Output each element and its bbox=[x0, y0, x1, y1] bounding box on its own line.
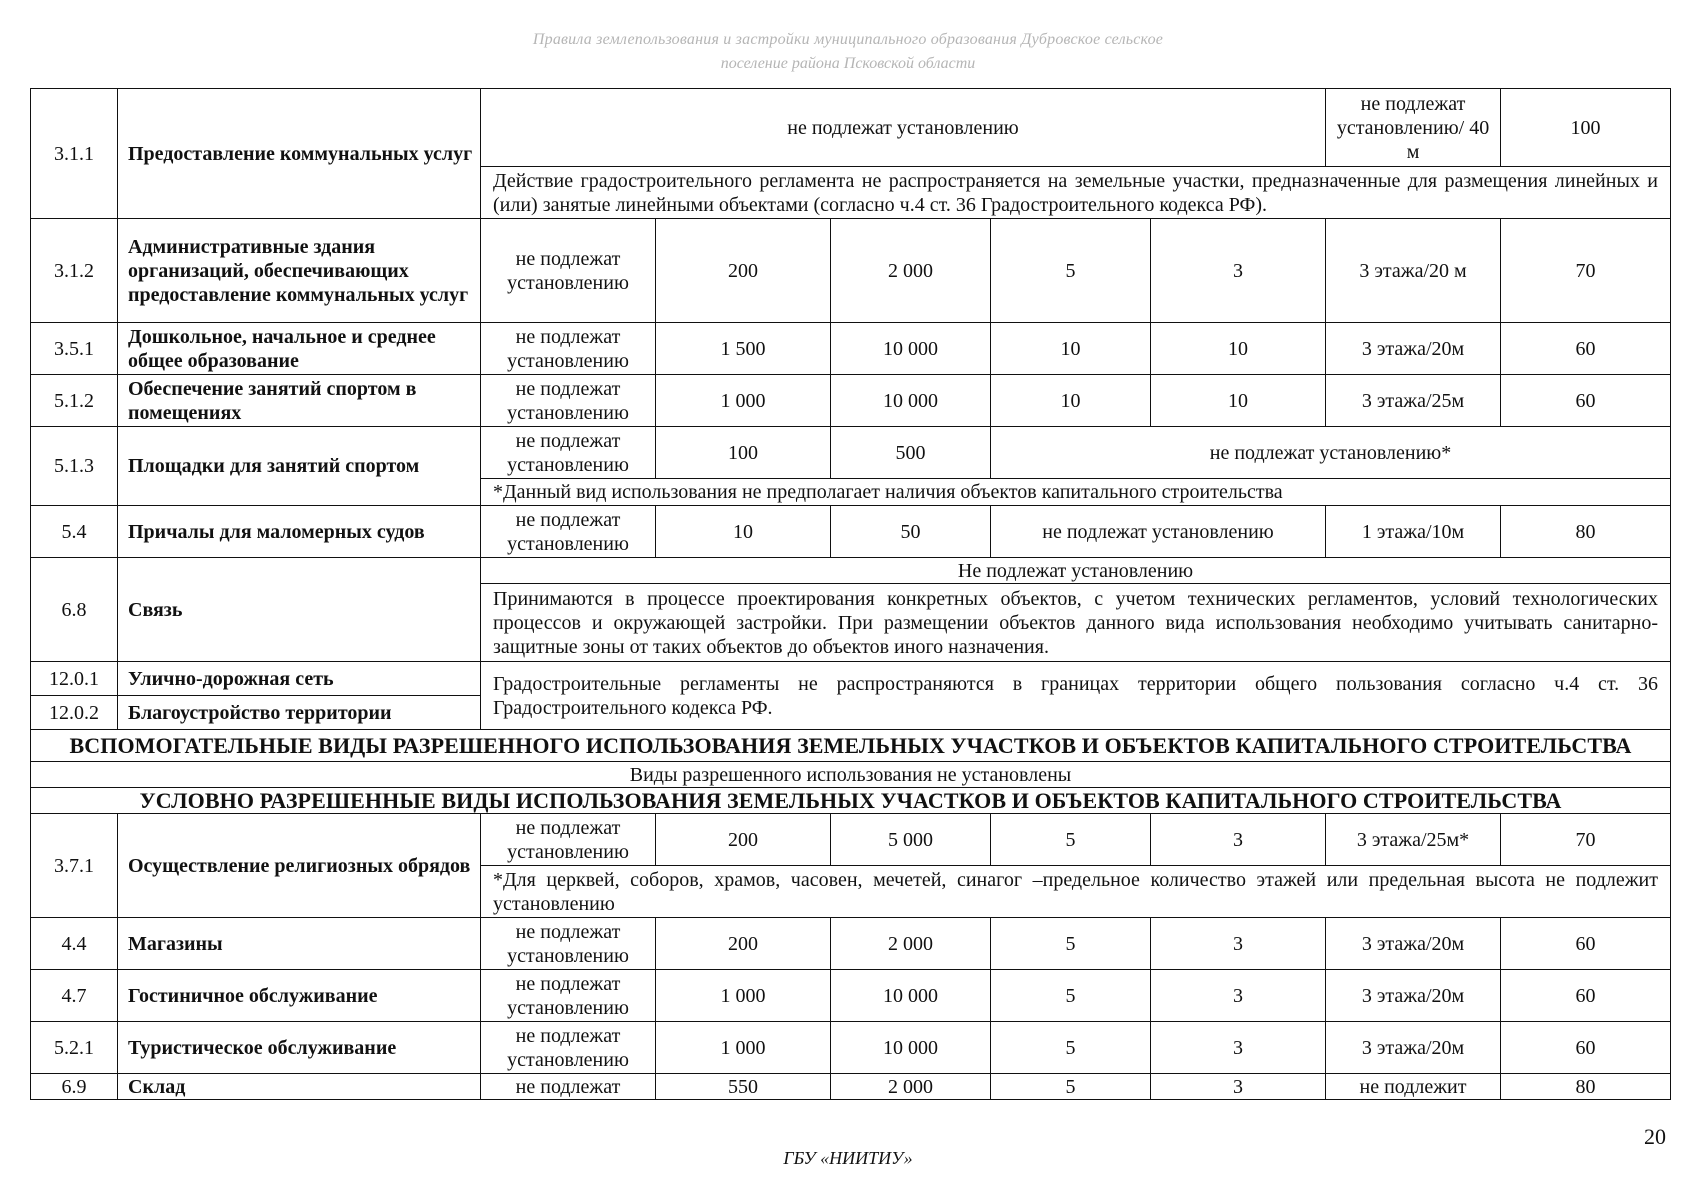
cell: 5 bbox=[991, 970, 1151, 1022]
row-name: Улично-дорожная сеть bbox=[118, 662, 481, 696]
table-row bbox=[31, 89, 1671, 167]
row-code: 4.4 bbox=[31, 918, 118, 970]
row-name: Гостиничное обслуживание bbox=[118, 970, 481, 1022]
cell: не подлежат установлению bbox=[481, 375, 656, 427]
cell: 10 000 bbox=[831, 375, 991, 427]
percent-cell: 100 bbox=[1501, 89, 1671, 167]
cell: 1 этажа/10м bbox=[1326, 506, 1501, 558]
row-note: *Для церквей, соборов, храмов, часовен, мечетей, синагог –предельное количество этажей или предельная высота не подлежит установлению bbox=[481, 866, 1671, 918]
table-row bbox=[31, 1022, 1671, 1074]
row-name: Административные здания организаций, обеспечивающих предоставление коммунальных услуг bbox=[118, 219, 481, 323]
page-header bbox=[0, 28, 1696, 76]
page-number: 20 bbox=[1644, 1124, 1666, 1149]
cell: 3 этажа/20м bbox=[1326, 323, 1501, 375]
cell: не подлежат установлению bbox=[481, 814, 656, 866]
row-note: Принимаются в процессе проектирования конкретных объектов, с учетом технических регламентов, условий технологических процессов и окружающей застройки. При размещении объектов данного вида использования необходимо учитывать санитарно-защитные зоны от таких объектов до объектов иного назначения. bbox=[481, 584, 1671, 662]
table-row bbox=[31, 427, 1671, 479]
merged-cell: Не подлежат установлению bbox=[481, 558, 1671, 584]
cell: 3 этажа/20 м bbox=[1326, 219, 1501, 323]
row-name: Благоустройство территории bbox=[118, 696, 481, 730]
cell: 80 bbox=[1501, 506, 1671, 558]
merged-cell: не подлежат установлению* bbox=[991, 427, 1671, 479]
section-note-auxiliary: Виды разрешенного использования не установлены bbox=[31, 762, 1671, 788]
cell: 70 bbox=[1501, 814, 1671, 866]
row-name: Осуществление религиозных обрядов bbox=[118, 814, 481, 918]
cell: 60 bbox=[1501, 375, 1671, 427]
table-row bbox=[31, 323, 1671, 375]
height-cell: не подлежат установлению/ 40 м bbox=[1326, 89, 1501, 167]
header-line-2: поселение района Псковской области bbox=[720, 55, 976, 72]
row-name: Обеспечение занятий спортом в помещениях bbox=[118, 375, 481, 427]
cell: не подлежат установлению bbox=[481, 323, 656, 375]
cell: 1 500 bbox=[656, 323, 831, 375]
cell: 5 000 bbox=[831, 814, 991, 866]
cell: 10 bbox=[1151, 323, 1326, 375]
cell: 60 bbox=[1501, 970, 1671, 1022]
row-code: 6.9 bbox=[31, 1074, 118, 1100]
row-note: *Данный вид использования не предполагает наличия объектов капитального строительства bbox=[481, 479, 1671, 506]
cell: 3 bbox=[1151, 1022, 1326, 1074]
row-code: 4.7 bbox=[31, 970, 118, 1022]
row-code: 5.2.1 bbox=[31, 1022, 118, 1074]
cell: 3 этажа/20м bbox=[1326, 1022, 1501, 1074]
row-code: 3.1.2 bbox=[31, 219, 118, 323]
cell: не подлежат установлению bbox=[481, 219, 656, 323]
cell: 3 этажа/25м bbox=[1326, 375, 1501, 427]
row-code: 5.1.3 bbox=[31, 427, 118, 506]
row-name: Туристическое обслуживание bbox=[118, 1022, 481, 1074]
table-row bbox=[31, 219, 1671, 323]
cell: 70 bbox=[1501, 219, 1671, 323]
cell: 80 bbox=[1501, 1074, 1671, 1100]
row-name: Склад bbox=[118, 1074, 481, 1100]
section-header-row bbox=[31, 730, 1671, 762]
cell: 200 bbox=[656, 814, 831, 866]
cell: 5 bbox=[991, 1022, 1151, 1074]
cell: 2 000 bbox=[831, 219, 991, 323]
cell: 3 bbox=[1151, 918, 1326, 970]
cell: 200 bbox=[656, 918, 831, 970]
cell: не подлежит bbox=[1326, 1074, 1501, 1100]
cell: 3 bbox=[1151, 814, 1326, 866]
cell: не подлежат установлению bbox=[481, 1022, 656, 1074]
cell: 2 000 bbox=[831, 1074, 991, 1100]
cell: не подлежат установлению bbox=[481, 506, 656, 558]
cell: 10 bbox=[656, 506, 831, 558]
row-name: Связь bbox=[118, 558, 481, 662]
row-code: 6.8 bbox=[31, 558, 118, 662]
cell: 3 этажа/20м bbox=[1326, 970, 1501, 1022]
cell: 5 bbox=[991, 814, 1151, 866]
row-name: Дошкольное, начальное и среднее общее образование bbox=[118, 323, 481, 375]
row-note: Действие градостроительного регламента не распространяется на земельные участки, предназначенные для размещения линейных и (или) занятые линейными объектами (согласно ч.4 ст. 36 Градостроительного кодекса РФ). bbox=[481, 167, 1671, 219]
row-code: 5.1.2 bbox=[31, 375, 118, 427]
table-row bbox=[31, 970, 1671, 1022]
page-footer: ГБУ «НИИТИУ» bbox=[783, 1148, 913, 1168]
header-line-1: Правила землепользования и застройки муниципального образования Дубровское сельское bbox=[532, 31, 1164, 48]
cell: 3 этажа/20м bbox=[1326, 918, 1501, 970]
table-row bbox=[31, 558, 1671, 584]
row-name: Площадки для занятий спортом bbox=[118, 427, 481, 506]
cell: 10 bbox=[991, 375, 1151, 427]
table-row bbox=[31, 662, 1671, 696]
cell: 10 000 bbox=[831, 970, 991, 1022]
cell: 10 000 bbox=[831, 1022, 991, 1074]
row-code: 12.0.2 bbox=[31, 696, 118, 730]
row-code: 12.0.1 bbox=[31, 662, 118, 696]
cell: не подлежат установлению bbox=[481, 427, 656, 479]
row-code: 5.4 bbox=[31, 506, 118, 558]
row-code: 3.7.1 bbox=[31, 814, 118, 918]
cell: 100 bbox=[656, 427, 831, 479]
merged-cell: не подлежат установлению bbox=[991, 506, 1326, 558]
cell: 1 000 bbox=[656, 970, 831, 1022]
cell: не подлежат установлению bbox=[481, 918, 656, 970]
cell: 1 000 bbox=[656, 1022, 831, 1074]
cell: 3 bbox=[1151, 970, 1326, 1022]
cell: 60 bbox=[1501, 323, 1671, 375]
cell: 550 bbox=[656, 1074, 831, 1100]
section-note-row bbox=[31, 762, 1671, 788]
row-code: 3.5.1 bbox=[31, 323, 118, 375]
cell: 3 bbox=[1151, 1074, 1326, 1100]
row-name: Магазины bbox=[118, 918, 481, 970]
cell: 5 bbox=[991, 219, 1151, 323]
cell: 3 этажа/25м* bbox=[1326, 814, 1501, 866]
regulations-table bbox=[30, 88, 1671, 1100]
cell: 10 000 bbox=[831, 323, 991, 375]
table-row bbox=[31, 918, 1671, 970]
cell: 200 bbox=[656, 219, 831, 323]
cell: 5 bbox=[991, 918, 1151, 970]
table-row bbox=[31, 375, 1671, 427]
cell: 3 bbox=[1151, 219, 1326, 323]
merged-cell: не подлежат установлению bbox=[481, 89, 1326, 167]
cell: 60 bbox=[1501, 1022, 1671, 1074]
cell: 10 bbox=[1151, 375, 1326, 427]
cell: 50 bbox=[831, 506, 991, 558]
cell: 5 bbox=[991, 1074, 1151, 1100]
cell: 60 bbox=[1501, 918, 1671, 970]
cell: 2 000 bbox=[831, 918, 991, 970]
row-code: 3.1.1 bbox=[31, 89, 118, 219]
cell: 1 000 bbox=[656, 375, 831, 427]
cell: 500 bbox=[831, 427, 991, 479]
section-header-row bbox=[31, 788, 1671, 814]
table-row bbox=[31, 1074, 1671, 1100]
cell: не подлежат установлению bbox=[481, 970, 656, 1022]
cell: не подлежат bbox=[481, 1074, 656, 1100]
section-title-auxiliary: ВСПОМОГАТЕЛЬНЫЕ ВИДЫ РАЗРЕШЕННОГО ИСПОЛЬЗОВАНИЯ ЗЕМЕЛЬНЫХ УЧАСТКОВ И ОБЪЕКТОВ КАПИТАЛЬНОГО СТРОИТЕЛЬСТВА bbox=[31, 730, 1671, 762]
row-note: Градостроительные регламенты не распространяются в границах территории общего пользования согласно ч.4 ст. 36 Градостроительного кодекса РФ. bbox=[481, 662, 1671, 730]
table-row bbox=[31, 814, 1671, 866]
row-name: Предоставление коммунальных услуг bbox=[118, 89, 481, 219]
row-name: Причалы для маломерных судов bbox=[118, 506, 481, 558]
cell: 10 bbox=[991, 323, 1151, 375]
section-title-conditional: УСЛОВНО РАЗРЕШЕННЫЕ ВИДЫ ИСПОЛЬЗОВАНИЯ ЗЕМЕЛЬНЫХ УЧАСТКОВ И ОБЪЕКТОВ КАПИТАЛЬНОГО СТРОИТЕЛЬСТВА bbox=[31, 788, 1671, 814]
table-row bbox=[31, 506, 1671, 558]
